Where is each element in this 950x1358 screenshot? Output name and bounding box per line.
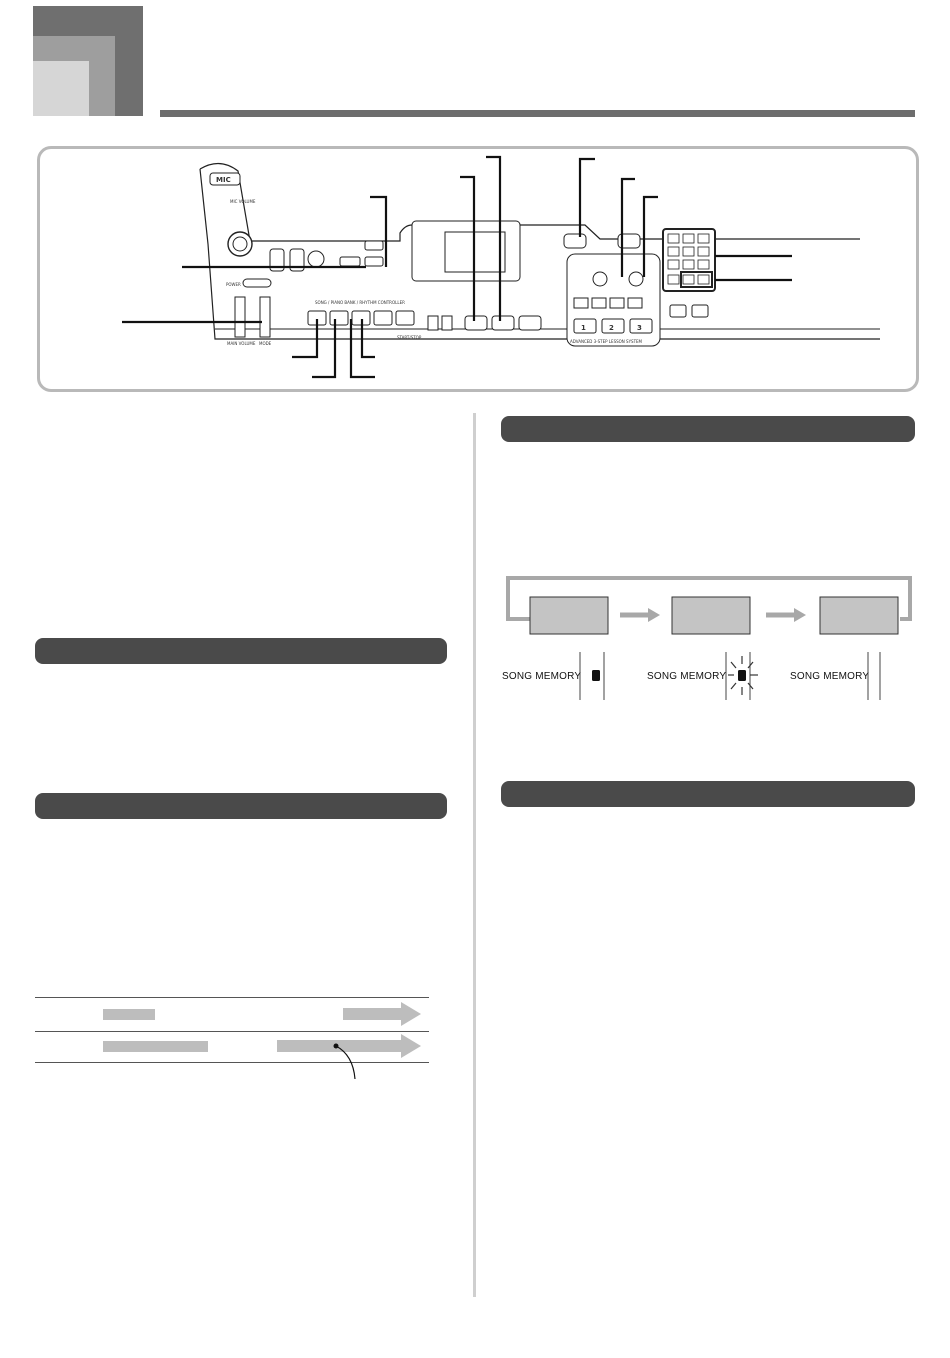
song-bank-button[interactable]	[465, 316, 487, 330]
section-bar-left-1	[35, 638, 447, 664]
song-memory-label-3: SONG MEMORY	[790, 671, 870, 682]
song-memory-indicator-3	[866, 650, 896, 702]
flow-box-2	[672, 597, 750, 634]
main-volume-label: MAIN VOLUME	[227, 341, 256, 346]
section-bar-right-2	[501, 781, 915, 807]
mic-volume-label: MIC VOLUME	[230, 199, 256, 204]
song-memory-indicator-2-blinking	[720, 650, 770, 702]
card-slot-icon	[308, 251, 324, 267]
controller-label: SONG / PIANO BANK / RHYTHM CONTROLLER	[315, 300, 405, 305]
rhythm-button[interactable]	[564, 234, 586, 248]
flow-box-3	[820, 597, 898, 634]
keyboard-illustration	[40, 149, 916, 389]
split-button[interactable]	[670, 305, 686, 317]
song-memory-label-1: SONG MEMORY	[502, 671, 582, 682]
piano-bank-button[interactable]	[492, 316, 514, 330]
step-1-label: 1	[581, 324, 586, 332]
power-label: POWER	[226, 282, 241, 287]
step-2-label: 2	[609, 324, 614, 332]
step-3-label: 3	[637, 324, 642, 332]
layer-button[interactable]	[692, 305, 708, 317]
operation-table	[35, 997, 429, 1063]
keyboard-panel	[37, 146, 919, 392]
main-volume-slider[interactable]	[235, 297, 245, 337]
power-switch[interactable]	[243, 279, 271, 287]
table-arrows	[35, 997, 429, 1083]
section-bar-right-1	[501, 416, 915, 442]
song-memory-indicator-1	[578, 650, 618, 702]
section-bar-left-2	[35, 793, 447, 819]
pause-button[interactable]	[374, 311, 392, 325]
tempo-up-button[interactable]	[442, 316, 452, 330]
mode-label: MODE	[259, 341, 272, 346]
cards-button[interactable]	[519, 316, 541, 330]
flow-box-1	[530, 597, 608, 634]
lesson-system-label: ADVANCED 3-STEP LESSON SYSTEM	[570, 339, 642, 344]
mode-slider[interactable]	[260, 297, 270, 337]
song-memory-flow-diagram	[500, 575, 920, 645]
header-rule	[160, 110, 915, 117]
start-stop-label: START/STOP	[397, 335, 422, 340]
rew-button[interactable]	[330, 311, 348, 325]
play-button[interactable]	[396, 311, 414, 325]
column-divider	[473, 413, 476, 1297]
mic-label: MIC	[216, 176, 231, 184]
corner-decoration	[33, 6, 183, 126]
song-memory-label-2: SONG MEMORY	[647, 671, 727, 682]
tempo-down-button[interactable]	[428, 316, 438, 330]
